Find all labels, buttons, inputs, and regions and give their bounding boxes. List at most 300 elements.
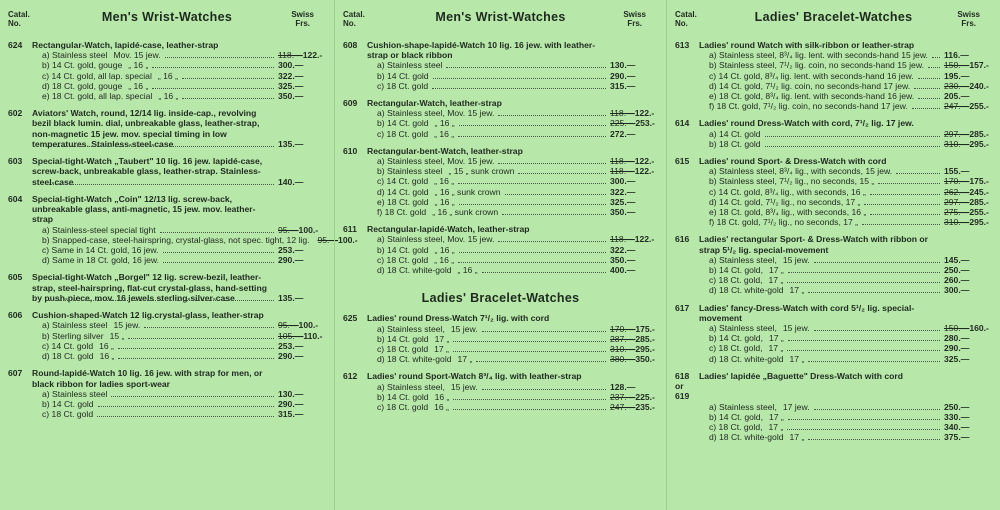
leader-dots [788,265,940,273]
current-price: 255.- [969,207,989,218]
old-price: 310.— [944,217,970,228]
price [944,432,992,442]
price-row [367,108,658,118]
leader-dots [870,207,940,215]
price [610,187,658,197]
price-row [32,255,326,265]
price-row [367,324,658,334]
variant-label: d) 18 Ct. white-gold [377,354,452,365]
variant-label: a) Stainless steel, Mov. 15 jew. [377,108,495,119]
price-row [32,91,326,101]
variant-label: a) Stainless steel [377,60,443,71]
leader-dots [458,176,606,184]
current-price: 350.— [610,207,636,218]
price-row [699,81,992,91]
variant-label: d) 18 Ct. gold, gouge [42,80,123,91]
entry-title [675,371,992,402]
column-men-2 [334,0,666,510]
catalog-number: 607 [8,368,23,379]
variant-label: a) Stainless steel, [709,401,777,412]
variant-label: b) 14 Ct. gold [377,70,429,81]
price-row [32,225,326,235]
entry-description: Special-tight-Watch „Coin" 12/13 lig. screw-back, unbreakable glass, anti-magnetic, 15 jew. mov. leather-strap [32,194,256,225]
entry-description: Ladies' round Watch with silk-ribbon or leather-strap [699,40,915,50]
variant-label: b) 14 Ct. gold [377,244,429,255]
catalog-entry [675,234,992,295]
price-row [699,71,992,81]
old-price: 150.— [944,60,970,71]
current-price: 300.— [610,176,636,187]
old-price: 95.— [278,224,299,235]
price-row [367,255,658,265]
leader-dots [163,245,274,253]
price-row [32,71,326,81]
movement-spec: „ 16 „ [434,196,455,207]
leader-dots [498,108,606,116]
movement-spec: 17 „ [434,344,449,355]
current-price: 100.- [298,320,319,331]
current-price: 285.- [969,128,989,139]
current-price: 295.- [969,138,989,149]
catalog-number: 613 [675,40,690,50]
variant-label: a) Stainless steel, Mov. 15 jew. [377,156,495,167]
catalog-entry [343,371,658,412]
leader-dots [476,354,606,362]
price-row [32,389,326,399]
variant-label: c) 14 Ct. gold, 8³/₄ lig., with seconds, 16 „ [709,186,866,197]
variant-label: d) 18 Ct. white-gold [709,285,784,296]
price-row [367,118,658,128]
leader-dots [458,129,606,137]
entry-description: Rectangular-bent-Watch, leather-strap [367,145,523,156]
price [944,101,992,111]
price-row [699,255,992,265]
price [944,402,992,412]
catalog-entry [8,272,326,303]
price [610,344,658,354]
price-row [367,176,658,186]
price [610,118,658,128]
price [944,71,992,81]
price [944,166,992,176]
price [278,331,326,341]
current-price: 122.- [634,108,655,119]
variant-label: b) 14 Ct. gold, [709,333,763,344]
price-row [699,354,992,364]
movement-spec: 15 jew. [113,320,141,331]
price-row [367,265,658,275]
price-row [32,320,326,330]
price-row [367,234,658,244]
leader-dots [128,331,274,339]
price-row [699,101,992,111]
price-row [699,412,992,422]
old-price: 118.— [610,166,635,177]
leader-dots [928,60,940,68]
current-price: 322.— [278,70,304,81]
movement-spec: 17 jew. [782,401,810,412]
leader-dots [46,177,274,185]
price-row [32,399,326,409]
variant-label: b) 14 Ct. gold, gouge [42,60,123,71]
old-price: 247.— [944,101,970,112]
entry-title [343,98,658,108]
leader-dots [505,187,606,195]
current-price: 295.- [969,217,989,228]
price [278,50,326,60]
price [944,217,992,227]
leader-dots [912,101,940,109]
leader-dots [502,207,606,215]
variant-label: b) Sterling silver [42,330,104,341]
variant-label: b) 14 Ct. gold, [709,411,763,422]
price-row [699,166,992,176]
leader-dots [453,344,606,352]
current-price: 122.- [302,50,323,61]
variant-label: d) 14 Ct. gold [377,186,429,197]
current-price: 122.- [634,234,655,245]
current-price: 128.— [610,381,636,392]
current-price: 290.— [278,398,304,409]
entry-description: Cushion-shaped-Watch 12 lig.crystal-glass, leather-strap [32,310,264,321]
variant-label: a) Stainless steel, 8³/₄ lig., with seconds, 15 jew. [709,166,893,177]
old-price: 262.— [944,186,970,197]
catalog-number: 615 [675,156,690,167]
current-price: 116.— [944,50,969,61]
current-price: 130.— [610,60,636,71]
price [944,285,992,295]
column-ladies [666,0,1000,510]
current-price: 325.— [278,80,304,91]
old-price: 310.— [610,344,636,355]
movement-spec: „ 16 „ [434,244,455,255]
catalog-entry [675,303,992,364]
swiss-frs-label: Swiss Frs. [623,10,646,28]
entry-description: Ladies' round Sport-Watch 8³/₄ lig. with leather-strap [367,371,582,382]
price-row [699,402,992,412]
current-price: 255.- [969,101,989,112]
price-row [32,245,326,255]
price [610,108,658,118]
movement-spec: 16 „ [434,402,449,413]
movement-spec: „ 16 „ [434,118,455,129]
entry-title [8,194,326,225]
current-price: 250.— [944,265,970,276]
variant-label: a) Stainless steel, [709,254,777,265]
movement-spec: 15 jew. [450,323,478,334]
entry-title [675,234,992,254]
current-price: 340.— [944,421,970,432]
leader-dots [144,320,274,328]
movement-spec: 16 „ [434,391,450,402]
current-price: 285.- [635,333,655,344]
price [278,341,326,351]
old-price: 247.— [610,402,636,413]
current-price: 205.— [944,91,970,102]
leader-dots [182,91,274,99]
current-price: 295.- [635,344,655,355]
entry-description: Ladies' rectangular Sport- & Dress-Watch with ribbon or strap 5¹/₂ lig. special-movement [699,234,929,255]
price [944,343,992,353]
movement-spec: 17 „ [789,432,805,443]
leader-dots [433,71,606,79]
current-price: 325.— [944,353,970,364]
current-price: 160.- [969,323,989,334]
price-row [699,176,992,186]
entry-title [343,224,658,234]
movement-spec: 15 jew. [782,254,810,265]
price [278,139,326,149]
current-price: 325.— [610,196,636,207]
catalog-entry [675,156,992,227]
movement-spec: „ 16 „ [434,254,455,265]
current-price: 260.— [944,275,970,286]
movement-spec: 17 „ [768,343,784,354]
movement-spec: 15 „ [109,330,125,341]
variant-label: e) 18 Ct. gold [377,196,429,207]
variant-label: d) 18 Ct. gold [42,351,94,362]
variant-label: d) 18 Ct. white-gold [377,265,452,276]
variant-label: c) 18 Ct. gold [42,409,94,420]
catalog-number: 625 [343,313,358,324]
catalog-entry [343,313,658,364]
price [610,382,658,392]
current-price: 350.- [635,354,655,365]
variant-label: d) Same in 18 Ct. gold, 16 jew. [42,255,160,266]
old-price: 297.— [944,128,970,139]
variant-label: c) 18 Ct. gold, [709,421,763,432]
current-price: 290.— [610,70,636,81]
old-price: 287.— [610,333,636,344]
price [278,245,326,255]
leader-dots [453,392,606,400]
swiss-frs-label: Swiss Frs. [957,10,980,28]
movement-spec: „ 16 „ [158,91,179,102]
old-price: 275.— [944,207,970,218]
price-row [32,409,326,419]
catalog-entry [675,40,992,111]
current-price: 100.- [338,234,358,245]
leader-dots [446,60,606,68]
price-row [367,60,658,70]
entry-title [675,303,992,323]
old-price: 105.— [278,330,304,341]
leader-dots [918,71,940,79]
leader-dots [163,255,274,263]
price [944,81,992,91]
price [278,255,326,265]
entry-title [675,156,992,166]
catalog-entry [343,98,658,139]
catal-no-label: Catal. No. [8,10,30,28]
old-price: 170.— [944,176,970,187]
current-price: 195.— [944,70,970,81]
old-price: 170.— [610,323,636,334]
price-row [367,81,658,91]
leader-dots [918,91,940,99]
variant-label: c) 18 Ct. gold [377,128,429,139]
catalog-number: 618 or 619 [675,370,690,402]
catalog-entry [8,40,326,101]
price [944,412,992,422]
leader-dots [111,389,274,397]
current-price: 175.- [969,176,989,187]
current-price: 290.— [278,351,304,362]
variant-label: c) 14 Ct. gold [42,340,94,351]
leader-dots [97,409,274,417]
entry-description: Ladies' round Dress-Watch with cord, 7¹/₂ lig. 17 jew. [699,118,914,129]
movement-spec: 17 „ [457,354,473,365]
current-price: 175.- [635,323,655,334]
old-price: 118.— [610,234,635,245]
current-price: 300.— [278,60,304,71]
section-subtitle: Ladies' Bracelet-Watches [421,291,580,306]
entry-description: Special-tight-Watch „Borgel" 12 lig. screw-bezil, leather-strap, steel-hairspring, flat-cut crystal-glass, hand-setting by push-piece, mov. 16 jewels sterling-silver-case [32,272,267,303]
column-title: Ladies' Bracelet-Watches [754,10,913,24]
variant-label: c) 18 Ct. gold [377,402,429,413]
leader-dots [482,324,606,332]
current-price: 140.— [278,176,304,187]
variant-label: b) Stainless steel [377,166,443,177]
leader-dots [896,166,940,174]
column-header [675,6,992,40]
catalog-number: 610 [343,145,358,156]
variant-label: b) Stainless steel, 7¹/₂ lig. coin, no seconds-hand 15 jew. [709,60,924,71]
entry-description: Special-tight-Watch „Taubert" 10 lig. 16 jew. lapidé-case, screw-back, unbreakable glass, leather-strap. Stainless-steel-case [32,156,263,187]
movement-spec: „ 16 „ sunk crown [432,207,499,218]
variant-label: d) 14 Ct. gold, 7¹/₂ lig. coin, no seconds-hand 17 jew. [709,80,911,91]
current-price: 290.— [944,343,970,354]
variant-label: d) 18 Ct. white-gold [709,432,784,443]
price [610,71,658,81]
leader-dots [118,341,274,349]
entry-title [675,118,992,128]
movement-spec: „ 16 „ [434,176,455,187]
price [610,156,658,166]
current-price: 135.— [278,139,304,150]
price-row [699,217,992,227]
leader-dots [914,81,940,89]
price-row [367,197,658,207]
leader-dots [808,354,940,362]
price-row [699,265,992,275]
current-price: 225.- [635,391,655,402]
current-price: 322.— [610,186,636,197]
price [944,333,992,343]
price [278,225,326,235]
catalog-number: 624 [8,40,23,50]
catalog-entry [675,118,992,149]
old-price: 95.— [278,320,299,331]
price-row [699,323,992,333]
movement-spec: 15 jew. [782,323,810,334]
leader-dots [165,50,274,58]
leader-dots [46,139,274,147]
movement-spec: „ 16 „ [457,265,478,276]
variant-label: a) Stainless steel [42,320,108,331]
catalog-number: 605 [8,272,23,283]
variant-label: e) 18 Ct. gold, 8³/₄ lig., with seconds, 16 „ [709,207,867,218]
variant-label: b) 14 Ct. gold, [709,265,763,276]
leader-dots [182,71,274,79]
leader-dots [765,129,940,137]
price-row [367,129,658,139]
current-price: 253.— [278,340,304,351]
movement-spec: 17 „ [768,421,784,432]
leader-dots [459,245,606,253]
movement-spec: „ 15 „ sunk crown [448,166,515,177]
price-row [367,354,658,364]
variant-label: c) 18 Ct. gold [377,254,429,265]
old-price: 225.— [610,118,636,129]
leader-dots [788,333,940,341]
price [278,389,326,399]
old-price: 230.— [944,80,970,91]
entry-title [675,40,992,50]
price-row [367,71,658,81]
catalog-entry [8,156,326,187]
movement-spec: „ 16 „ [434,128,455,139]
catalog-number: 617 [675,302,690,313]
leader-dots [765,139,940,147]
price [944,91,992,101]
price [944,60,992,70]
variant-label: a) Stainless steel [42,50,108,61]
price-row [367,207,658,217]
price [278,71,326,81]
old-price: 118.— [278,50,303,61]
variant-label: a) Stainless steel, [377,381,445,392]
variant-label: a) Stainless steel, 8³/₄ lig. lent. with seconds-hand 15 jew. [709,50,928,61]
entry-description: Ladies' round Dress-Watch 7¹/₂ lig. with cord [367,313,550,324]
entry-description: Rectangular-lapidé-Watch, leather-strap [367,224,530,235]
entry-description: Rectangular-Watch, lapidé-case, leather-strap [32,40,219,50]
movement-spec: Mov. 15 jew. [113,50,161,61]
leader-dots [152,81,274,89]
price-row [367,382,658,392]
leader-dots [808,432,940,440]
variant-label: f) 18 Ct. gold, 7¹/₂ lig., no seconds, 17 „ [709,217,859,228]
current-price: 157.- [969,60,989,71]
price-row [367,344,658,354]
current-price: 135.— [278,293,304,304]
leader-dots [787,275,940,283]
variant-label: c) Same in 14 Ct. gold, 16 jew. [42,245,159,256]
price [278,320,326,330]
current-price: 235.- [635,402,655,413]
leader-dots [864,197,940,205]
movement-spec: „ 16 „ [128,80,149,91]
current-price: 110.- [303,330,323,341]
price [944,323,992,333]
current-price: 350.— [278,91,304,102]
price [610,166,658,176]
catalog-entry [8,310,326,361]
variant-label: a) Stainless steel [42,388,108,399]
variant-label: c) 14 Ct. gold [377,176,429,187]
price [278,351,326,361]
movement-spec: 17 „ [768,411,784,422]
price [610,334,658,344]
leader-dots [814,323,940,331]
price [944,50,992,60]
price [944,139,992,149]
movement-spec: 17 „ [789,285,805,296]
current-price: 122.- [634,166,655,177]
leader-dots [458,255,606,263]
catalog-entry [343,40,658,91]
price [944,197,992,207]
